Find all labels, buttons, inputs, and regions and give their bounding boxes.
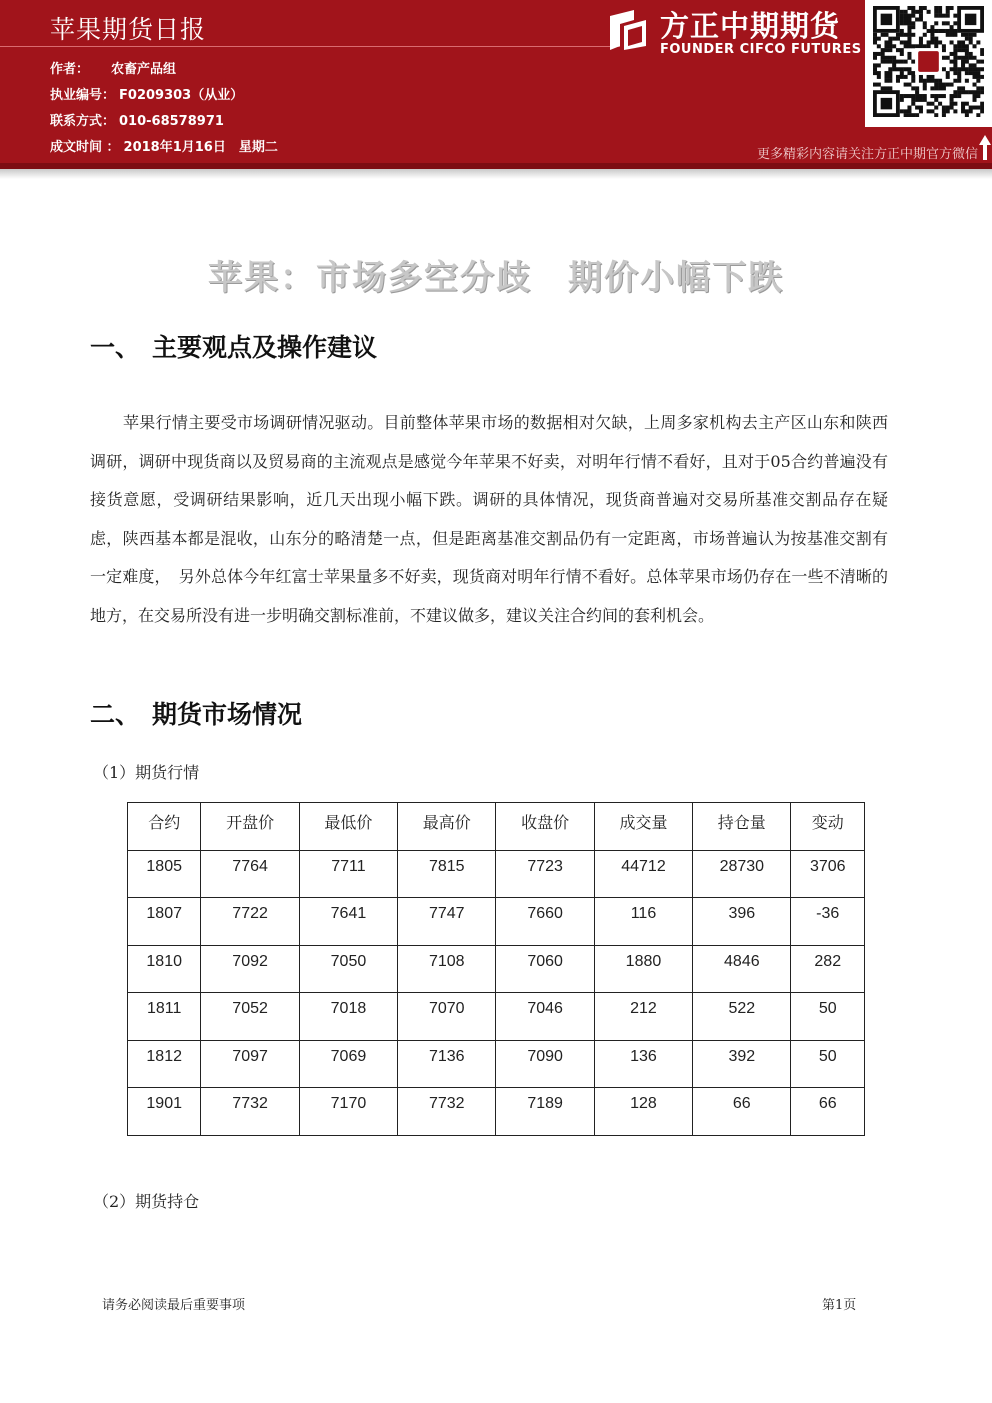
table-header-cell: 变动 [791,803,865,851]
table-cell: 50 [791,993,865,1041]
table-row [128,850,865,898]
title-divider [0,46,620,47]
table-cell: 1807 [128,898,201,946]
table-cell: 7046 [496,993,594,1041]
subheading-futures-positions: （2）期货持仓 [93,1192,200,1211]
table-cell: -36 [791,898,865,946]
banner-shadow [0,169,992,179]
license-value: F0209303（从业） [119,88,244,103]
analysis-paragraph: 苹果行情主要受市场调研情况驱动。目前整体苹果市场的数据相对欠缺，上周多家机构去主产区山东和陕西调研，调研中现货商以及贸易商的主流观点是感觉今年苹果不好卖，对明年行情不看好，且对于05合约普遍没有接货意愿，受调研结果影响，近几天出现小幅下跌。调研的具体情况，现货商普遍对交易所基准交割品存在疑虑，陕西基本都是混收，山东分的略清楚一点，但是距离基准交割品仍有一定距离，市场普遍认为按基准交割有一定难度， 另外总体今年红富士苹果量多不好卖，现货商对明年行情不看好。总体苹果市场仍存在一些不清晰的地方，在交易所没有进一步明确交割标准前，不建议做多，建议关注合约间的套利机会。 [90,413,888,625]
table-cell: 7641 [299,898,397,946]
table-header-cell: 成交量 [594,803,692,851]
page-number: 第1页 [822,1298,857,1313]
qr-code[interactable] [865,0,992,127]
license-row [50,84,243,103]
table-cell: 1805 [128,850,201,898]
table-row [128,993,865,1041]
table-cell: 7108 [398,945,496,993]
table-cell: 116 [594,898,692,946]
section-heading-1 [90,328,377,364]
table-cell: 7050 [299,945,397,993]
subheading-futures-quotes: （1）期货行情 [93,763,200,782]
table-cell: 7711 [299,850,397,898]
table-cell: 7060 [496,945,594,993]
license-label: 执业编号： [50,88,116,103]
table-cell: 7090 [496,1040,594,1088]
table-cell: 7732 [201,1088,299,1136]
table-cell: 522 [693,993,791,1041]
logo-english-name: FOUNDER CIFCO FUTURES [660,42,862,57]
contact-label: 联系方式： [50,114,116,129]
table-cell: 7069 [299,1040,397,1088]
table-cell: 66 [693,1088,791,1136]
author-row [50,58,176,77]
table-cell: 44712 [594,850,692,898]
table-cell: 7092 [201,945,299,993]
table-header-cell: 最高价 [398,803,496,851]
header-banner [0,0,992,163]
footer-disclaimer: 请务必阅读最后重要事项 [102,1298,246,1313]
section-title: 主要观点及操作建议 [152,333,378,362]
contact-row [50,110,224,129]
section-number: 一、 [90,333,141,362]
table-cell: 66 [791,1088,865,1136]
table-cell: 7018 [299,993,397,1041]
table-header-cell: 合约 [128,803,201,851]
date-row [50,136,278,155]
table-row [128,1040,865,1088]
table-cell: 1901 [128,1088,201,1136]
table-cell: 7723 [496,850,594,898]
table-cell: 7764 [201,850,299,898]
table-row [128,945,865,993]
table-header-row [128,803,865,851]
table-cell: 3706 [791,850,865,898]
table-cell: 4846 [693,945,791,993]
section-number: 二、 [90,700,141,729]
table-cell: 128 [594,1088,692,1136]
table-cell: 136 [594,1040,692,1088]
up-arrow-icon [978,133,992,161]
table-cell: 28730 [693,850,791,898]
futures-quotes-table [127,802,865,1136]
table-cell: 1810 [128,945,201,993]
table-cell: 392 [693,1040,791,1088]
table-cell: 7097 [201,1040,299,1088]
qr-code-icon [873,6,984,117]
table-cell: 50 [791,1040,865,1088]
author-label: 作者： [50,62,90,77]
date-value: 2018年1月16日 星期二 [123,140,278,155]
logo-mark-icon [604,6,652,54]
table-cell: 7136 [398,1040,496,1088]
logo-chinese-name: 方正中期期货 [660,9,841,43]
table-cell: 396 [693,898,791,946]
table-cell: 1812 [128,1040,201,1088]
table-header-cell: 开盘价 [201,803,299,851]
table-cell: 1811 [128,993,201,1041]
company-logo [604,6,862,60]
table-cell: 7052 [201,993,299,1041]
table-cell: 7732 [398,1088,496,1136]
table-cell: 1880 [594,945,692,993]
table-cell: 7070 [398,993,496,1041]
table-cell: 7660 [496,898,594,946]
follow-wechat-text: 更多精彩内容请关注方正中期官方微信 [756,147,978,162]
table-cell: 7747 [398,898,496,946]
contact-value: 010-68578971 [119,114,224,129]
report-title: 苹果期货日报 [50,15,207,44]
table-row [128,898,865,946]
table-cell: 282 [791,945,865,993]
author-value: 农畜产品组 [111,62,177,77]
date-label: 成文时间 ： [50,140,120,155]
table-header-cell: 持仓量 [693,803,791,851]
table-cell: 7189 [496,1088,594,1136]
table-row [128,1088,865,1136]
document-title: 苹果：市场多空分歧 期价小幅下跌 [208,258,784,298]
table-cell: 7170 [299,1088,397,1136]
table-header-cell: 最低价 [299,803,397,851]
table-header-cell: 收盘价 [496,803,594,851]
table-cell: 7722 [201,898,299,946]
table-cell: 212 [594,993,692,1041]
section-heading-2 [90,695,302,731]
section-title: 期货市场情况 [152,700,303,729]
table-cell: 7815 [398,850,496,898]
